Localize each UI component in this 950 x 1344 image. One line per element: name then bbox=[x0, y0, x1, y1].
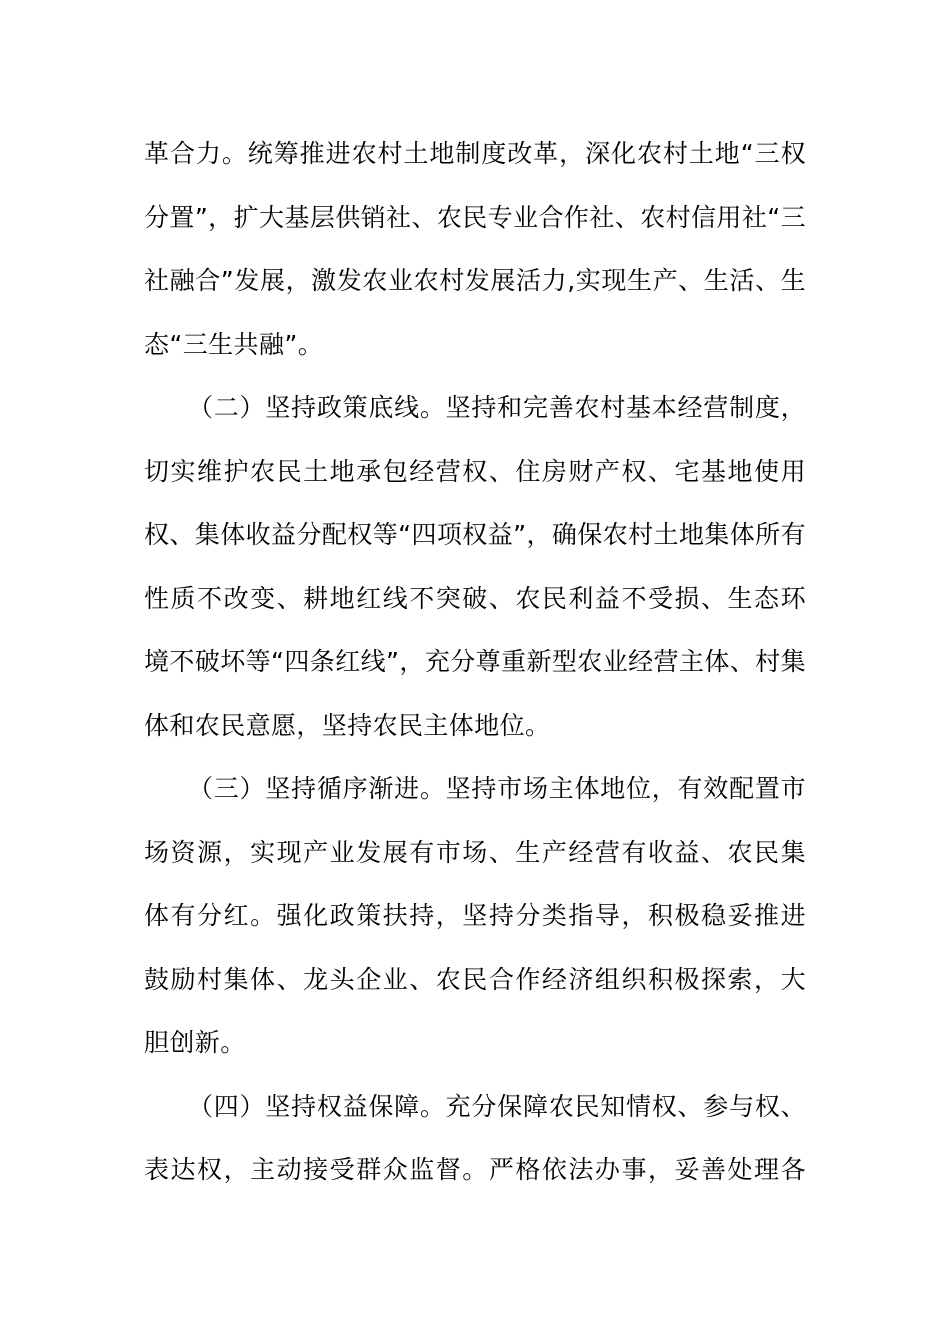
text-line: 革合力。统筹推进农村土地制度改革，深化农村土地“三权 bbox=[144, 139, 806, 168]
text-line: 境不破坏等“四条红线”，充分尊重新型农业经营主体、村集 bbox=[144, 647, 806, 676]
text-line: 分置”，扩大基层供销社、农民专业合作社、农村信用社“三 bbox=[144, 202, 806, 232]
text-line: 场资源，实现产业发展有市场、生产经营有收益、农民集 bbox=[144, 837, 806, 867]
text-line: 鼓励村集体、龙头企业、农民合作经济组织积极探索，大 bbox=[144, 964, 806, 994]
document-body bbox=[144, 122, 806, 1202]
text-line: 性质不改变、耕地红线不突破、农民利益不受损、生态环 bbox=[144, 583, 806, 613]
paragraph-heading-line: （三）坚持循序渐进。坚持市场主体地位，有效配置市 bbox=[188, 774, 806, 803]
text-line: 切实维护农民土地承包经营权、住房财产权、宅基地使用 bbox=[144, 456, 806, 486]
paragraph-heading-line: （四）坚持权益保障。充分保障农民知情权、参与权、 bbox=[188, 1091, 806, 1121]
paragraph-heading-line: （二）坚持政策底线。坚持和完善农村基本经营制度， bbox=[188, 393, 806, 422]
text-line: 态“三生共融”。 bbox=[144, 329, 324, 359]
text-line: 体和农民意愿，坚持农民主体地位。 bbox=[144, 710, 551, 740]
text-line: 胆创新。 bbox=[144, 1028, 246, 1057]
text-line: 社融合”发展，激发农业农村发展活力,实现生产、生活、生 bbox=[144, 266, 806, 295]
text-line: 表达权，主动接受群众监督。严格依法办事，妥善处理各 bbox=[144, 1155, 806, 1184]
text-line: 体有分红。强化政策扶持，坚持分类指导，积极稳妥推进 bbox=[144, 901, 806, 930]
text-line: 权、集体收益分配权等“四项权益”，确保农村土地集体所有 bbox=[144, 520, 806, 549]
